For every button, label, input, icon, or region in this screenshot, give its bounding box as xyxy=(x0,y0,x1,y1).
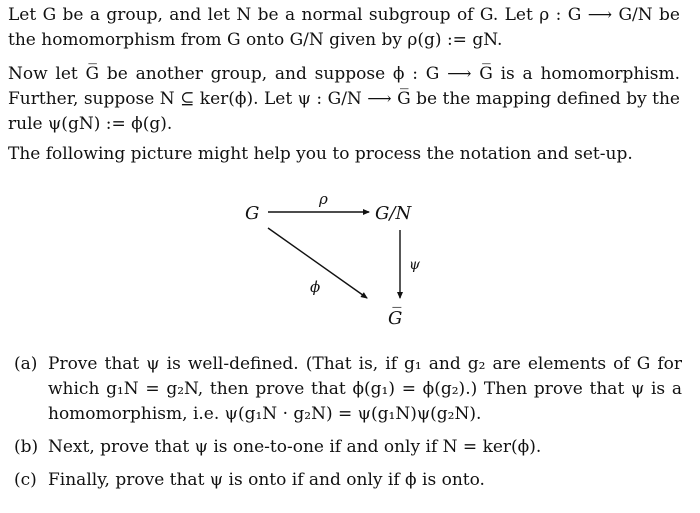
label-rho: ρ xyxy=(319,190,328,208)
node-g-bar: G̅ xyxy=(388,308,403,329)
setup-paragraph: Now let G̅ be another group, and suppose ϕ : G ⟶ G̅ is a homomorphism. Further, suppose N ⊆ ker(ϕ). Let ψ : G/N ⟶ G̅ be the mapping defined by the rule ψ(gN) := ϕ(g). xyxy=(8,64,680,134)
part-a-marker: (a) xyxy=(14,354,38,374)
node-g: G xyxy=(245,203,260,224)
part-b-text: Next, prove that ψ is one-to-one if and only if N = ker(ϕ). xyxy=(48,437,542,457)
problem-parts-list xyxy=(14,352,682,501)
label-phi: ϕ xyxy=(310,278,321,296)
part-c-text: Finally, prove that ψ is onto if and only if ϕ is onto. xyxy=(48,470,485,490)
part-c-marker: (c) xyxy=(14,470,37,490)
picture-hint-paragraph: The following picture might help you to process the notation and set-up. xyxy=(8,144,633,164)
node-g-mod-n: G/N xyxy=(375,203,412,224)
commutative-diagram xyxy=(235,188,475,338)
label-psi: ψ xyxy=(409,257,420,273)
part-a-text: Prove that ψ is well-defined. (That is, if g₁ and g₂ are elements of G for which g₁N = g₂N, then prove that ϕ(g₁) = ϕ(g₂).) Then prove that ψ is a homomorphism, i.e. ψ(g₁N · g₂N) = ψ(g₁N)ψ(g₂N). xyxy=(48,354,682,424)
intro-paragraph: Let G be a group, and let N be a normal subgroup of G. Let ρ : G ⟶ G/N be the homomorphism from G onto G/N given by ρ(g) := gN. xyxy=(8,5,680,50)
part-c xyxy=(14,468,682,493)
part-b-marker: (b) xyxy=(14,437,39,457)
part-a xyxy=(14,352,682,427)
part-b xyxy=(14,435,682,460)
